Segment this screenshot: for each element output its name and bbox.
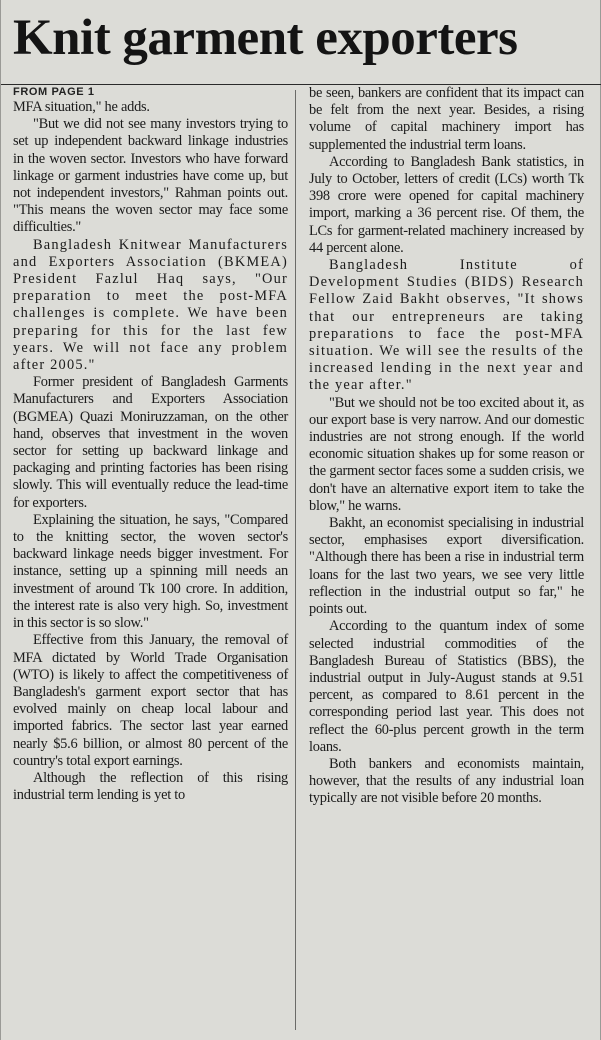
article-paragraph: Both bankers and economists maintain, however, that the results of any industrial loan typically are not visible before 20 months. <box>309 755 584 807</box>
column-right <box>309 85 584 808</box>
article-paragraph: Bangladesh Knitwear Manufacturers and Exporters Association (BKMEA) President Fazlul Haq says, "Our preparation to meet the post-MFA challenges is complete. We have been preparing for this for the last few years. We will not face any problem after 2005." <box>13 236 288 374</box>
article-paragraph: "But we should not be too excited about it, as our export base is very narrow. And our domestic industries are not strong enough. If the world economic situation shakes up for some reason or the garment sector faces some a sudden crisis, we don't have an alternative export item to take the blow," he warns. <box>309 394 584 514</box>
headline: Knit garment exporters <box>13 10 518 66</box>
column-left <box>13 85 288 804</box>
article-paragraph: MFA situation," he adds. <box>13 99 150 115</box>
article-paragraph: Former president of Bangladesh Garments Manufacturers and Exporters Association (BGMEA) Quazi Moniruzzaman, on the other hand, observes that investment in the woven sector for setting up backward linkage and packaging and printing factories has been rising slowly. This will eventually reduce the lead-time for exporters. <box>13 374 288 511</box>
column-divider <box>295 90 296 1030</box>
article-paragraph: According to Bangladesh Bank statistics, in July to October, letters of credit (LCs) worth Tk 398 crore were opened for capital machinery import, marking a 36 percent rise. Of them, the LCs for garment-related machinery increased by 44 percent alone. <box>309 153 584 256</box>
article-paragraph: Explaining the situation, he says, "Compared to the knitting sector, the woven sector's backward linkage needs bigger investment. For instance, setting up a spinning mill needs an investment of around Tk 100 crore. In addition, the interest rate is also very high. So, investment in this sector is so slow." <box>13 511 288 632</box>
article-paragraph: According to the quantum index of some selected industrial commodities of the Bangladesh Bureau of Statistics (BBS), the industrial output in July-August stands at 9.51 percent, as compared to 8.61 percent in the corresponding period last year. This does not reflect the 60-plus percent growth in the term loans. <box>309 618 584 755</box>
article-paragraph: Effective from this January, the removal of MFA dictated by World Trade Organisation (WTO) is likely to affect the competitiveness of Bangladesh's garment export sector that has evolved mainly on cheap local labour and imported fabrics. The sector last year earned nearly $5.6 billion, or almost 80 percent of the country's total export earnings. <box>13 632 288 769</box>
article-paragraph: be seen, bankers are confident that its impact can be felt from the next year. Besides, a rising volume of capital machinery import has supplemented the industrial term loans. <box>309 85 584 153</box>
article-paragraph: Bakht, an economist specialising in industrial sector, emphasises export diversification. "Although there has been a rise in industrial term loans for the last two years, we see very little reflection in the industrial output so far," he points out. <box>309 515 584 618</box>
article-paragraph: Bangladesh Institute of Development Studies (BIDS) Research Fellow Zaid Bakht observes, "It shows that our entrepreneurs are taking preparations to face the post-MFA situation. We will see the results of the increased lending in the next year and the year after." <box>309 257 584 394</box>
article-paragraph: Although the reflection of this rising industrial term lending is yet to <box>13 769 288 804</box>
left-paragraphs <box>13 99 288 804</box>
article-paragraph: "But we did not see many investors trying to set up independent backward linkage industries in the woven sector. Investors who have forward linkage or garment industries have come up, but not independent investors," Rahman points out. "This means the woven sector may face some difficulties." <box>13 116 288 236</box>
continuation-label: FROM PAGE 1 <box>13 86 95 98</box>
right-paragraphs <box>309 85 584 808</box>
